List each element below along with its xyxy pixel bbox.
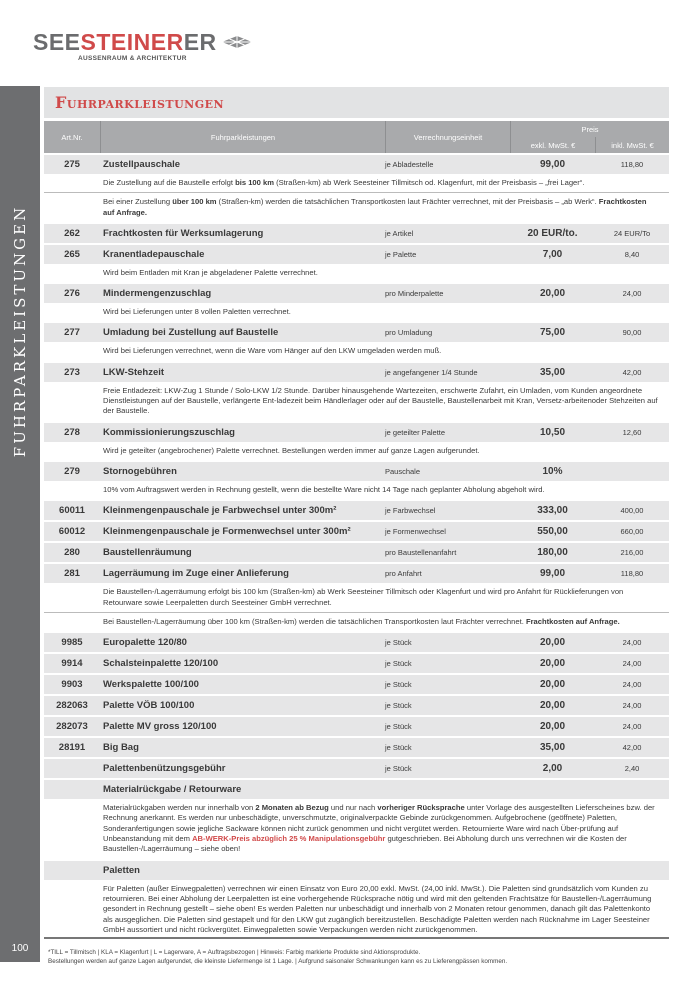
price-inkl: 400,00 bbox=[620, 506, 644, 516]
price-exkl: 35,00 bbox=[539, 742, 566, 754]
item-name: Materialrückgabe / Retourware bbox=[103, 784, 242, 796]
description-text: Wird bei Lieferungen unter 8 vollen Paletten verrechnet. bbox=[103, 307, 291, 317]
item-name: Palette VÖB 100/100 bbox=[103, 700, 195, 712]
col-unit: Verrechnungseinheit bbox=[385, 121, 510, 153]
art-nr: 262 bbox=[64, 227, 80, 239]
price-exkl: 99,00 bbox=[539, 568, 566, 580]
table-row bbox=[44, 323, 669, 342]
logo bbox=[33, 29, 254, 62]
description-text: bis 100 km bbox=[235, 178, 274, 187]
description-text: 10% vom Auftragswert werden in Rechnung gestellt, wenn die bestellte Ware nicht 14 Tage nach geplanter Abholung abgeholt wird. bbox=[103, 484, 545, 494]
row-description bbox=[44, 192, 669, 222]
price-inkl: 24 EUR/To bbox=[613, 228, 651, 238]
price-inkl: 24,00 bbox=[622, 659, 642, 669]
item-name: Stornogebühren bbox=[103, 465, 177, 477]
price-exkl: 10% bbox=[542, 465, 563, 477]
art-nr: 273 bbox=[64, 366, 80, 378]
row-description bbox=[44, 880, 669, 939]
item-name: Paletten bbox=[103, 864, 140, 876]
billing-unit: pro Baustellenanfahrt bbox=[385, 548, 457, 558]
price-exkl: 180,00 bbox=[537, 547, 568, 559]
price-inkl: 42,00 bbox=[622, 367, 642, 377]
price-inkl: 8,40 bbox=[624, 249, 640, 259]
sidebar bbox=[0, 86, 40, 962]
art-nr: 282073 bbox=[56, 721, 88, 733]
art-nr: 9903 bbox=[61, 679, 83, 691]
price-inkl: 118,80 bbox=[620, 569, 644, 579]
billing-unit: je Stück bbox=[385, 743, 412, 753]
logo-text-end: ER bbox=[183, 29, 217, 55]
item-name: LKW-Stehzeit bbox=[103, 366, 165, 378]
art-nr: 277 bbox=[64, 327, 80, 339]
table-row bbox=[44, 245, 669, 264]
price-exkl: 20,00 bbox=[539, 658, 566, 670]
price-inkl: 24,00 bbox=[622, 638, 642, 648]
billing-unit: je Formenwechsel bbox=[385, 527, 446, 537]
table-row bbox=[44, 717, 669, 736]
table-row bbox=[44, 462, 669, 481]
logo-text-accent: STEINER bbox=[80, 29, 184, 55]
art-nr: 9914 bbox=[61, 658, 83, 670]
table-row bbox=[44, 155, 669, 174]
price-exkl: 20,00 bbox=[539, 679, 566, 691]
footer bbox=[48, 948, 507, 966]
logo-text: SEE bbox=[33, 29, 81, 55]
price-inkl: 118,80 bbox=[620, 160, 644, 169]
page-title: Fuhrparkleistungen bbox=[55, 93, 225, 112]
table-body bbox=[44, 155, 669, 939]
item-name: Zustellpauschale bbox=[103, 159, 181, 170]
description-text: Freie Entladezeit: LKW-Zug 1 Stunde / Solo-LKW 1/2 Stunde. Darüber hinausgehende Wartezeiten, erschwerte Zufahrt, ein Umladen, vom Kunden angeordnete Dienstleistungen auf der Baustelle, verlängerte Ent-ladezeit beim Händlerlager oder auf der Baustelle, Baustellenarbeit mit Kran, Versetz-arbeitenoder Stehzeiten auf der Baustelle. bbox=[103, 385, 658, 416]
item-name: Palettenbenützungsgebühr bbox=[103, 763, 226, 775]
description-text: AB-WERK-Preis abzüglich 25 % Manipulationsgebühr bbox=[192, 834, 386, 844]
art-nr: 276 bbox=[64, 288, 80, 300]
description-text: vorheriger Rücksprache bbox=[377, 803, 465, 813]
art-nr: 281 bbox=[64, 568, 80, 580]
description-text: Frachtkosten auf Anfrage. bbox=[103, 197, 647, 217]
item-name: Palette MV gross 120/100 bbox=[103, 721, 217, 733]
item-name: Werkspalette 100/100 bbox=[103, 679, 199, 691]
description-text: gutgeschrieben. Bei Abholung durch uns verrechnen wir die Kosten der Baustellen-/Lagerräumung – siehe oben! bbox=[103, 834, 627, 854]
table-row bbox=[44, 738, 669, 757]
item-name: Big Bag bbox=[103, 742, 139, 754]
table-row bbox=[44, 675, 669, 694]
billing-unit: Pauschale bbox=[385, 466, 421, 476]
paving-stones-icon bbox=[220, 35, 254, 49]
billing-unit: je geteilter Palette bbox=[385, 427, 446, 437]
price-inkl: 216,00 bbox=[620, 548, 644, 558]
description-text: Bei einer Zustellung bbox=[103, 197, 173, 207]
table-row bbox=[44, 759, 669, 778]
table-row bbox=[44, 861, 669, 880]
price-exkl: 20,00 bbox=[539, 700, 566, 712]
item-name: Baustellenräumung bbox=[103, 547, 192, 559]
table-row bbox=[44, 501, 669, 520]
table-row bbox=[44, 780, 669, 799]
art-nr: 9985 bbox=[61, 637, 83, 649]
description-text: Bei Baustellen-/Lagerräumung über 100 km (Straßen-km) werden die tatsächlichen Transportkosten laut Frächter verrechnet. bbox=[103, 616, 526, 626]
description-text: (Straßen-km) ab Werk Seesteiner Tillmitsch od. Klagenfurt, mit der Preisbasis – „frei Lager“. bbox=[273, 178, 585, 187]
table-row bbox=[44, 363, 669, 382]
billing-unit: je Farbwechsel bbox=[385, 506, 436, 516]
table-row bbox=[44, 423, 669, 442]
table-row bbox=[44, 224, 669, 243]
table-row bbox=[44, 522, 669, 541]
price-inkl: 24,00 bbox=[622, 680, 642, 690]
art-nr: 60012 bbox=[58, 526, 86, 538]
price-exkl: 20,00 bbox=[539, 637, 566, 649]
art-nr: 28191 bbox=[58, 742, 86, 754]
description-text: Wird je geteilter (angebrochener) Palette verrechnet. Bestellungen werden immer auf ganze Lagen aufgerundet. bbox=[103, 445, 480, 455]
price-exkl: 99,00 bbox=[539, 159, 566, 170]
table-row bbox=[44, 633, 669, 652]
table-header bbox=[44, 121, 669, 153]
billing-unit: je Stück bbox=[385, 722, 412, 732]
billing-unit: je Stück bbox=[385, 680, 412, 690]
row-description bbox=[44, 442, 669, 460]
billing-unit: je Stück bbox=[385, 764, 412, 774]
item-name: Schalsteinpalette 120/100 bbox=[103, 658, 219, 670]
price-table bbox=[44, 121, 669, 939]
divider bbox=[44, 937, 669, 939]
description-text: Für Paletten (außer Einwegpaletten) verrechnen wir einen Einsatz von Euro 20,00 exkl. MwSt. (24,00 inkl. MwSt.). Die Paletten sind grundsätzlich vom Kunden zu retournieren. Bei einer Abholung der Leerpaletten ist eine vorhergehende Rücksprache nötig und wird mit den geltenden Frachtsätze für Baustellen-/Lagerräumung gesondert in Rechnung gestellt – siehe oben! Es werden Paletten nur unbeschädigt und innerhalb von 2 Monaten retour genommen, danach gilt das Palettenkonto als ausgeglichen. Die Paletten sind gestapelt und für den LKW gut zugänglich bereitzustellen. Beschädigte Paletten werden nach Rücknahme im Lager Seesteiner GmbH aussortiert und nicht rückvergütet. Einwegpaletten sowie Verpackungen werden nicht zurückgenommen. bbox=[103, 883, 652, 934]
price-exkl: 550,00 bbox=[537, 526, 568, 538]
billing-unit: pro Umladung bbox=[385, 328, 433, 338]
item-name: Lagerräumung im Zuge einer Anlieferung bbox=[103, 568, 289, 580]
art-nr: 60011 bbox=[59, 505, 85, 517]
billing-unit: je Artikel bbox=[385, 228, 414, 238]
billing-unit: pro Anfahrt bbox=[385, 569, 422, 579]
description-text: über 100 km bbox=[172, 197, 217, 207]
price-exkl: 35,00 bbox=[539, 366, 566, 378]
item-name: Europalette 120/80 bbox=[103, 637, 187, 649]
footer-line: Bestellungen werden auf ganze Lagen aufgerundet, die kleinste Liefermenge ist 1 Lage. | Aufgrund saisonaler Schwankungen kann es zu Lieferengpässen kommen. bbox=[48, 958, 508, 965]
price-inkl: 90,00 bbox=[622, 328, 642, 338]
description-text: 2 Monaten ab Bezug bbox=[255, 803, 329, 813]
price-exkl: 10,50 bbox=[539, 426, 566, 438]
price-inkl: 24,00 bbox=[622, 722, 642, 732]
description-text: Die Zustellung auf die Baustelle erfolgt bbox=[103, 178, 236, 187]
price-exkl: 20,00 bbox=[539, 721, 566, 733]
footer-line: *TILL = Tillmitsch | KLA = Klagenfurt | L = Lagerware, A = Auftragsbezogen | Hinweis: Farbig markierte Produkte sind Aktionsprodukte. bbox=[48, 949, 421, 956]
row-description bbox=[44, 264, 669, 282]
price-exkl: 75,00 bbox=[539, 327, 566, 339]
art-nr: 282063 bbox=[56, 700, 88, 712]
title-bar bbox=[44, 87, 669, 118]
description-text: (Straßen-km) werden die tatsächlichen Transportkosten laut Frächter verrechnet, mit der Preisbasis – „ab Werk“. bbox=[216, 197, 599, 207]
price-inkl: 12,60 bbox=[622, 427, 642, 437]
row-description bbox=[44, 174, 669, 192]
page-number: 100 bbox=[11, 943, 29, 954]
billing-unit: je Abladestelle bbox=[385, 160, 434, 169]
col-artnr: Art.Nr. bbox=[61, 132, 83, 142]
item-name: Umladung bei Zustellung auf Baustelle bbox=[103, 327, 279, 339]
description-text: Frachtkosten auf Anfrage. bbox=[525, 616, 620, 626]
table-row bbox=[44, 696, 669, 715]
item-name: Kranentladepauschale bbox=[103, 248, 205, 260]
price-inkl: 24,00 bbox=[622, 701, 642, 711]
description-text: Materialrückgaben werden nur innerhalb von bbox=[103, 803, 256, 813]
row-description bbox=[44, 583, 669, 612]
row-description bbox=[44, 342, 669, 360]
sidebar-title: FUHRPARKLEISTUNGEN bbox=[11, 204, 29, 458]
row-description bbox=[44, 382, 669, 421]
price-inkl: 660,00 bbox=[620, 527, 644, 537]
item-name: Frachtkosten für Werksumlagerung bbox=[103, 227, 264, 239]
row-description bbox=[44, 612, 669, 631]
table-row bbox=[44, 284, 669, 303]
price-inkl: 24,00 bbox=[622, 289, 642, 299]
description-text: Die Baustellen-/Lagerräumung erfolgt bis 100 km (Straßen-km) ab Werk Seesteiner Tillmitsch oder Klagenfurt und wird pro Anfahrt für Rücklieferungen von Retourware sowie Leerpaletten durch Seesteiner GmbH verrechnet. bbox=[103, 587, 624, 607]
art-nr: 278 bbox=[64, 426, 80, 438]
billing-unit: je Palette bbox=[385, 249, 417, 259]
row-description bbox=[44, 303, 669, 321]
description-text: und nur nach bbox=[328, 803, 378, 813]
billing-unit: je Stück bbox=[385, 659, 412, 669]
billing-unit: je angefangener 1/4 Stunde bbox=[385, 367, 478, 377]
description-text: unter Vorlage des ausgestellten Lieferscheines bzw. der Rechnung anerkannt. Es werden nur unbeschädigte, unverschmutzte, originalverpackte Gebinde zurückgenommen. Aufgebrochene (geöffnete) Paletten, Sonderanfertigungen sowie jegliche Sackware können nicht zurück genommen und nicht vergütet werden. Retournierte Ware wird nach Über-prüfung auf Unbeanstandung mit dem bbox=[103, 803, 655, 844]
item-name: Kleinmengenpauschale je Formenwechsel unter 300m² bbox=[103, 526, 351, 538]
table-row bbox=[44, 543, 669, 562]
art-nr: 279 bbox=[64, 465, 80, 477]
billing-unit: je Stück bbox=[385, 638, 412, 648]
billing-unit: je Stück bbox=[385, 701, 412, 711]
col-inkl: inkl. MwSt. € bbox=[595, 137, 669, 153]
col-price: Preis bbox=[510, 121, 669, 137]
item-name: Mindermengenzuschlag bbox=[103, 288, 212, 300]
price-exkl: 333,00 bbox=[537, 505, 568, 517]
col-exkl: exkl. MwSt. € bbox=[510, 137, 595, 153]
item-name: Kleinmengenpauschale je Farbwechsel unter 300m² bbox=[103, 505, 337, 517]
logo-subtitle: AUSSENRAUM & ARCHITEKTUR bbox=[78, 55, 187, 62]
price-inkl: 2,40 bbox=[624, 764, 640, 774]
art-nr: 280 bbox=[64, 547, 80, 559]
table-row bbox=[44, 654, 669, 673]
art-nr: 265 bbox=[64, 248, 80, 260]
description-text: Wird bei Lieferungen verrechnet, wenn die Ware vom Hänger auf den LKW umgeladen werden muß. bbox=[103, 346, 442, 356]
table-row bbox=[44, 564, 669, 583]
description-text: Wird beim Entladen mit Kran je abgeladener Palette verrechnet. bbox=[103, 267, 318, 277]
art-nr: 275 bbox=[64, 159, 80, 170]
billing-unit: pro Minderpalette bbox=[385, 289, 444, 299]
item-name: Kommissionierungszuschlag bbox=[103, 426, 235, 438]
col-name: Fuhrparkleistungen bbox=[100, 121, 385, 153]
row-description bbox=[44, 799, 669, 858]
price-exkl: 2,00 bbox=[542, 763, 563, 775]
price-exkl: 20,00 bbox=[539, 288, 566, 300]
price-exkl: 7,00 bbox=[542, 248, 563, 260]
price-inkl: 42,00 bbox=[622, 743, 642, 753]
price-exkl: 20 EUR/to. bbox=[527, 227, 578, 239]
row-description bbox=[44, 481, 669, 499]
